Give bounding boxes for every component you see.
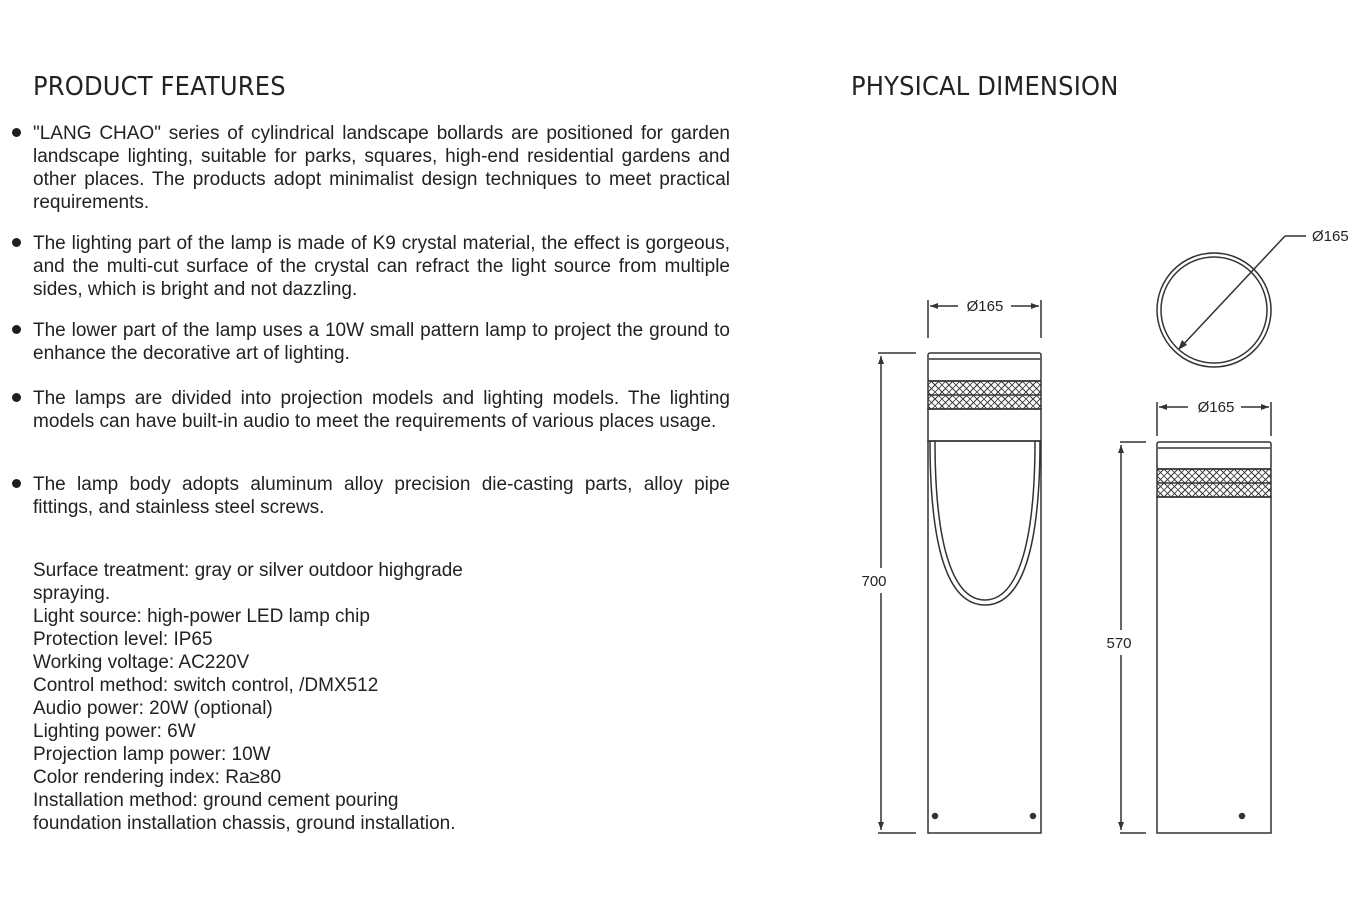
spec-line: Control method: switch control, /DMX512 <box>33 675 379 696</box>
bullet-icon <box>12 479 21 488</box>
product-features-heading: PRODUCT FEATURES <box>33 72 286 102</box>
spec-line: foundation installation chassis, ground installation. <box>33 813 456 834</box>
spec-line: Protection level: IP65 <box>33 629 213 650</box>
spec-line: spraying. <box>33 583 111 604</box>
spec-line: Projection lamp power: 10W <box>33 744 271 765</box>
feature-text: The lamps are divided into projection models and lighting models. The lighting models can have built-in audio to meet the requirements of various places usage. <box>33 388 730 432</box>
feature-text: The lamp body adopts aluminum alloy precision die-casting parts, alloy pipe fittings, and stainless steel screws. <box>33 474 730 518</box>
spec-line: Light source: high-power LED lamp chip <box>33 606 370 627</box>
lamp-a-height-label: 700 <box>861 573 887 590</box>
lamp-b-height-label: 570 <box>1106 635 1132 652</box>
spec-line: Installation method: ground cement pouring <box>33 790 399 811</box>
spec-line: Color rendering index: Ra≥80 <box>33 767 282 788</box>
lamp-a-drawing <box>878 300 1041 833</box>
bullet-icon <box>12 128 21 137</box>
bullet-icon <box>12 238 21 247</box>
bullet-icon <box>12 325 21 334</box>
feature-text: The lighting part of the lamp is made of K9 crystal material, the effect is gorgeous, and the multi-cut surface of the crystal can refract the light source from multiple sides, which is bright and not dazzling. <box>33 233 730 300</box>
spec-line: Lighting power: 6W <box>33 721 196 742</box>
feature-text: The lower part of the lamp uses a 10W small pattern lamp to project the ground to enhance the decorative art of lighting. <box>33 320 730 364</box>
bullet-icon <box>12 393 21 402</box>
spec-line: Surface treatment: gray or silver outdoor highgrade <box>33 560 463 581</box>
top-view-drawing <box>1157 236 1306 367</box>
spec-list <box>33 559 553 835</box>
spec-line: Working voltage: AC220V <box>33 652 250 673</box>
lamp-b-diameter-label: Ø165 <box>1197 399 1235 416</box>
lamp-a-diameter-label: Ø165 <box>966 298 1004 315</box>
top-view-diameter-label: Ø165 <box>1312 228 1349 245</box>
spec-line: Audio power: 20W (optional) <box>33 698 273 719</box>
feature-text: "LANG CHAO" series of cylindrical landscape bollards are positioned for garden landscape lighting, suitable for parks, squares, high-end residential gardens and other places. The products adopt minimalist design techniques to meet practical requirements. <box>33 123 730 213</box>
dimension-drawing <box>840 200 1360 850</box>
lamp-b-drawing <box>1118 402 1271 833</box>
physical-dimension-heading: PHYSICAL DIMENSION <box>851 72 1119 102</box>
